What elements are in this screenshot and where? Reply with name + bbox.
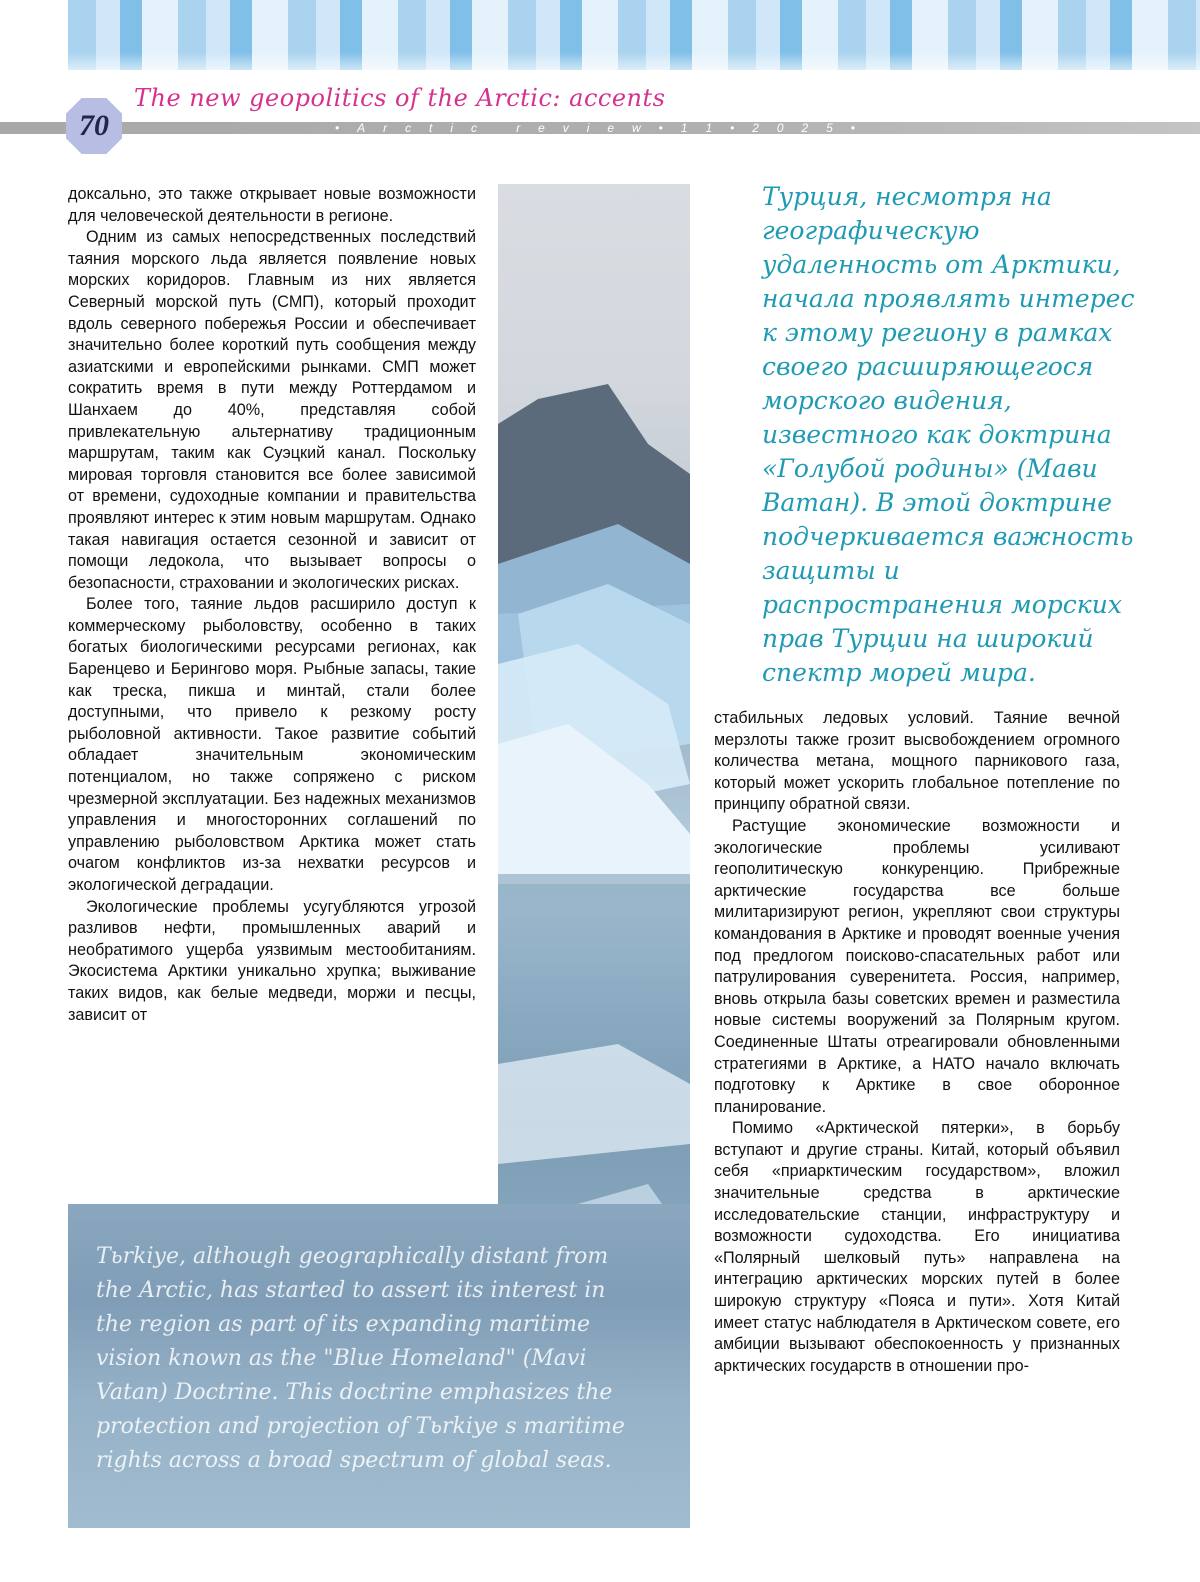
issue-glyph: c: [405, 121, 411, 135]
issue-glyph: 2: [752, 121, 759, 135]
left-column: [68, 184, 476, 1026]
pull-quote-english: Tьrkiye, although geographically distant from the Arctic, has started to assert its interest in the region as part of its expanding maritime vision known as the "Blue Homeland" (Mavi Vatan) Doctrine. This doctrine emphasizes the protection and projection of Tьrkiye s maritime rights across a broad spectrum of global seas.: [96, 1240, 636, 1478]
issue-glyph: 2: [802, 121, 809, 135]
issue-glyph: •: [851, 121, 855, 135]
issue-glyph: 0: [777, 121, 784, 135]
page-number: 70: [79, 109, 109, 143]
issue-glyph: 1: [681, 121, 688, 135]
issue-glyph: e: [538, 121, 545, 135]
issue-glyph: •: [335, 121, 339, 135]
issue-glyph: •: [730, 121, 734, 135]
issue-glyph: i: [450, 121, 453, 135]
issue-glyph: i: [587, 121, 590, 135]
issue-glyph: t: [429, 121, 432, 135]
section-title: The new geopolitics of the Arctic: accents: [134, 84, 665, 112]
paragraph: Помимо «Арктической пятерки», в борьбу вступают и другие страны. Китай, который объявил себя «приарктическим государством», вложил значительные средства в арктические исследовательские станции, инфраструктуру и возможности судоходства. Его инициатива «Полярный шелковый путь» направлена на интеграцию арктических морских путей в более широкую структуру «Пояса и пути». Хотя Китай имеет статус наблюдателя в Арктическом совете, его амбиции вызывают обеспокоенность у признанных арктических государств в отношении про-: [714, 1118, 1120, 1377]
paragraph: Одним из самых непосредственных последствий таяния морского льда является появление новых морских коридоров. Главным из них является Северный морской путь (СМП), который проходит вдоль северного побережья России и обеспечивает значительно более короткий путь сообщения между азиатскими и европейскими рынками. СМП может сократить время в пути между Роттердамом и Шанхаем до 40%, представляя собой привлекательную альтернативу традиционным маршрутам, таким как Суэцкий канал. Поскольку мировая торговля становится все более зависимой от времени, судоходные компании и правительства проявляют интерес к этим новым маршрутам. Однако такая навигация остается сезонной и зависит от помощи ледокола, что вызывает вопросы о безопасности, страховании и экологических рисках.: [68, 227, 476, 594]
paragraph: стабильных ледовых условий. Таяние вечной мерзлоты также грозит высвобождением огромного количества метана, мощного парникового газа, который может ускорить глобальное потепление по принципу обратной связи.: [714, 708, 1120, 816]
issue-glyph: •: [659, 121, 663, 135]
page-number-badge: [66, 98, 122, 154]
issue-glyph: r: [383, 121, 387, 135]
issue-glyph: v: [563, 121, 569, 135]
paragraph: Растущие экономические возможности и экологические проблемы усиливают геополитическую конкуренцию. Прибрежные арктические государства все больше милитаризируют регион, укрепляют свои структуры командования в Арктике и проводят военные учения под предлогом поисково-спасательных работ или патрулирования суверенитета. Россия, например, вновь открыла базы советских времен и разместила новые системы вооружений за Полярным кругом. Соединенные Штаты отреагировали обновленными стратегиями в Арктике, а НАТО начало включать подготовку к Арктике в свое оборонное планирование.: [714, 816, 1120, 1118]
right-column: [714, 708, 1120, 1377]
issue-glyph: c: [471, 121, 477, 135]
issue-glyph: 1: [705, 121, 712, 135]
issue-glyph: r: [516, 121, 520, 135]
issue-glyph: 5: [826, 121, 833, 135]
issue-glyph: [495, 121, 498, 135]
pull-quote-russian: Турция, несмотря на географическую удаленность от Арктики, начала проявлять интерес к этому региону в рамках своего расширяющегося морского видения, известного как доктрина «Голубой родины» (Мави Ватан). В этой доктрине подчеркивается важность защиты и распространения морских прав Турции на широкий спектр морей мира.: [762, 180, 1142, 690]
issue-glyph: w: [632, 121, 641, 135]
issue-glyph: e: [607, 121, 614, 135]
issue-line: [335, 121, 855, 135]
paragraph: Более того, таяние льдов расширило доступ к коммерческому рыболовству, особенно в таких богатых биологическими ресурсами регионах, как Баренцево и Берингово моря. Рыбные запасы, такие как треска, пикша и минтай, стали более доступными, что привело к резкому росту рыболовной активности. Такое развитие событий обладает значительным экономическим потенциалом, но также сопряжено с риском чрезмерной эксплуатации. Без надежных механизмов управления и многосторонних соглашений по управлению рыболовством Арктика может стать очагом конфликтов из-за нехватки ресурсов и экологической деградации.: [68, 594, 476, 896]
top-banner: [68, 0, 1200, 70]
issue-glyph: A: [357, 121, 365, 135]
paragraph: доксально, это также открывает новые возможности для человеческой деятельности в регионе.: [68, 184, 476, 227]
paragraph: Экологические проблемы усугубляются угрозой разливов нефти, промышленных аварий и необратимого ущерба уязвимым местообитаниям. Экосистема Арктики уникально хрупка; выживание таких видов, как белые медведи, моржи и песцы, зависит от: [68, 897, 476, 1027]
